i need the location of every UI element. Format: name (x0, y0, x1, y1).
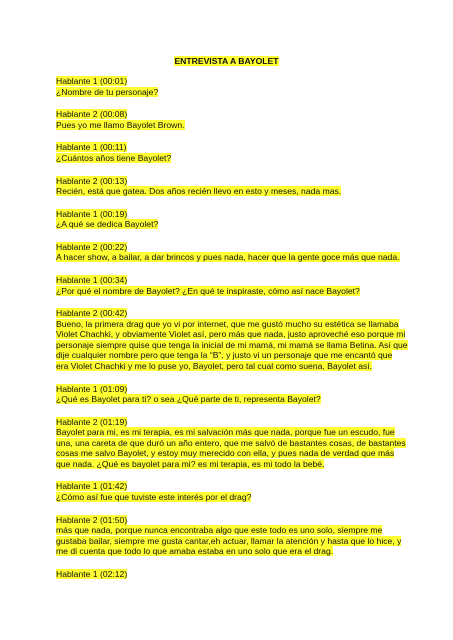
speaker-timestamp (56, 308, 401, 319)
transcript-block (56, 275, 401, 296)
speaker-timestamp (56, 384, 401, 395)
utterance-line (56, 153, 401, 164)
transcript-block (56, 416, 406, 470)
speaker-timestamp-text: Hablante 1 (00:19) (56, 208, 128, 219)
utterance-line (56, 350, 401, 361)
utterance-text: una, una careta de que duró un año entero, que me salvó de bastantes cosas, de bastantes (56, 437, 406, 448)
utterance-line (56, 186, 401, 197)
utterance-line (56, 219, 401, 230)
utterance-text: ¿A qué se dedica Bayolet? (56, 219, 159, 230)
utterance-text: ¿Nombre de tu personaje? (56, 86, 159, 97)
speaker-timestamp (56, 142, 401, 153)
speaker-timestamp (56, 242, 401, 253)
transcript-block (56, 308, 408, 371)
transcript (56, 76, 408, 591)
utterance-line (56, 120, 401, 131)
utterance-line (56, 252, 401, 263)
utterance-line (56, 437, 406, 449)
utterance-text: Violet Chachki, y obviamente Violet así, pero más que nada, justo aproveché eso porque mi (56, 329, 406, 340)
utterance-line (56, 525, 401, 536)
utterance-text: personaje siempre quise que tenga la inicial de mi mamá, mi mamá se llama Betina. Así que (56, 339, 408, 350)
speaker-timestamp-text: Hablante 2 (01:50) (56, 514, 128, 525)
speaker-timestamp (56, 76, 401, 87)
speaker-timestamp-text: Hablante 1 (00:11) (56, 142, 127, 153)
utterance-text: dije cualquier nombre pero que tenga la “B”, y justo vi un personaje que me encantó que (56, 350, 393, 361)
utterance-text: Pues yo me llamo Bayolet Brown. (56, 119, 185, 130)
speaker-timestamp-text: Hablante 1 (01:42) (56, 481, 128, 492)
speaker-timestamp (56, 275, 401, 286)
utterance-text: era Violet Chachki y me lo puse yo, Bayolet, pero tal cual como suena, Bayolet así. (56, 360, 373, 371)
speaker-timestamp-text: Hablante 2 (01:19) (56, 416, 128, 427)
document-title-text: ENTREVISTA A BAYOLET (174, 56, 279, 66)
utterance-line (56, 427, 401, 438)
utterance-text: que nada. ¿Qué es bayolet para mi? es mi terapia, es mi todo la bebé. (56, 458, 325, 469)
transcript-block (56, 515, 401, 557)
utterance-text: me di cuenta que todo lo que amaba estaba en uno solo que era el drag. (56, 546, 334, 557)
speaker-timestamp (56, 569, 401, 580)
transcript-block (56, 384, 401, 405)
utterance-text: Bueno, la primera drag que yo vi por internet, que me gustó mucho su estética se llamaba (56, 318, 399, 329)
speaker-timestamp (56, 417, 401, 428)
utterance-line (56, 286, 401, 297)
utterance-text: A hacer show, a bailar, a dar brincos y pues nada, hacer que la gente goce más que nada. (56, 252, 400, 263)
speaker-timestamp-text: Hablante 1 (02:12) (56, 568, 128, 579)
utterance-line (56, 329, 406, 340)
speaker-timestamp-text: Hablante 1 (00:34) (56, 275, 128, 286)
transcript-block (56, 569, 401, 580)
transcript-block (56, 142, 401, 163)
speaker-timestamp (56, 481, 401, 492)
transcript-block (56, 109, 401, 130)
utterance-text: ¿Cuántos años tiene Bayolet? (56, 152, 172, 163)
utterance-text: Bayolet para mi, es mi terapia, es mi salvación más que nada, porque fue un escudo, fue (56, 427, 395, 438)
utterance-line (56, 87, 401, 98)
utterance-text: gustaba bailar, siempre me gusta cantar,eh actuar, llamar la atención y hasta que lo hice, y (56, 535, 402, 546)
speaker-timestamp-text: Hablante 2 (00:22) (56, 241, 128, 252)
utterance-text: cosas me salvo Bayolet, y estoy muy merecido con ella, y pues nada de verdad que más (56, 448, 395, 459)
utterance-text: ¿Qué es Bayolet para ti? o sea ¿Qué parte de ti, representa Bayolet? (56, 394, 321, 404)
utterance-line (56, 448, 401, 459)
utterance-line (56, 492, 401, 503)
speaker-timestamp-text: Hablante 1 (00:01) (56, 76, 128, 86)
utterance-line (56, 361, 401, 372)
utterance-text: más que nada, porque nunca encontraba algo que este todo es uno solo, siempre me (56, 525, 383, 536)
utterance-line (56, 319, 401, 330)
speaker-timestamp-text: Hablante 2 (00:42) (56, 308, 128, 319)
document-title (0, 56, 453, 66)
transcript-block (56, 176, 401, 197)
utterance-line (56, 394, 401, 405)
speaker-timestamp (56, 109, 401, 120)
transcript-block (56, 242, 401, 263)
speaker-timestamp-text: Hablante 1 (01:09) (56, 383, 128, 394)
utterance-line (56, 459, 401, 470)
utterance-text: ¿Cómo así fue que tuviste este interés por el drag? (56, 491, 252, 502)
speaker-timestamp (56, 515, 401, 526)
utterance-line (56, 339, 408, 351)
transcript-block (56, 209, 401, 230)
utterance-line (56, 546, 401, 557)
utterance-text: ¿Por qué el nombre de Bayolet? ¿En qué te inspiraste, cómo así nace Bayolet? (56, 285, 360, 296)
utterance-text: Recién, está que gatea. Dos años recién llevo en esto y meses, nada mas. (56, 186, 342, 197)
speaker-timestamp (56, 176, 401, 187)
speaker-timestamp-text: Hablante 2 (00:13) (56, 175, 128, 186)
transcript-block (56, 76, 401, 97)
speaker-timestamp-text: Hablante 2 (00:08) (56, 109, 128, 120)
utterance-line (56, 536, 401, 547)
speaker-timestamp (56, 209, 401, 220)
transcript-block (56, 481, 401, 502)
